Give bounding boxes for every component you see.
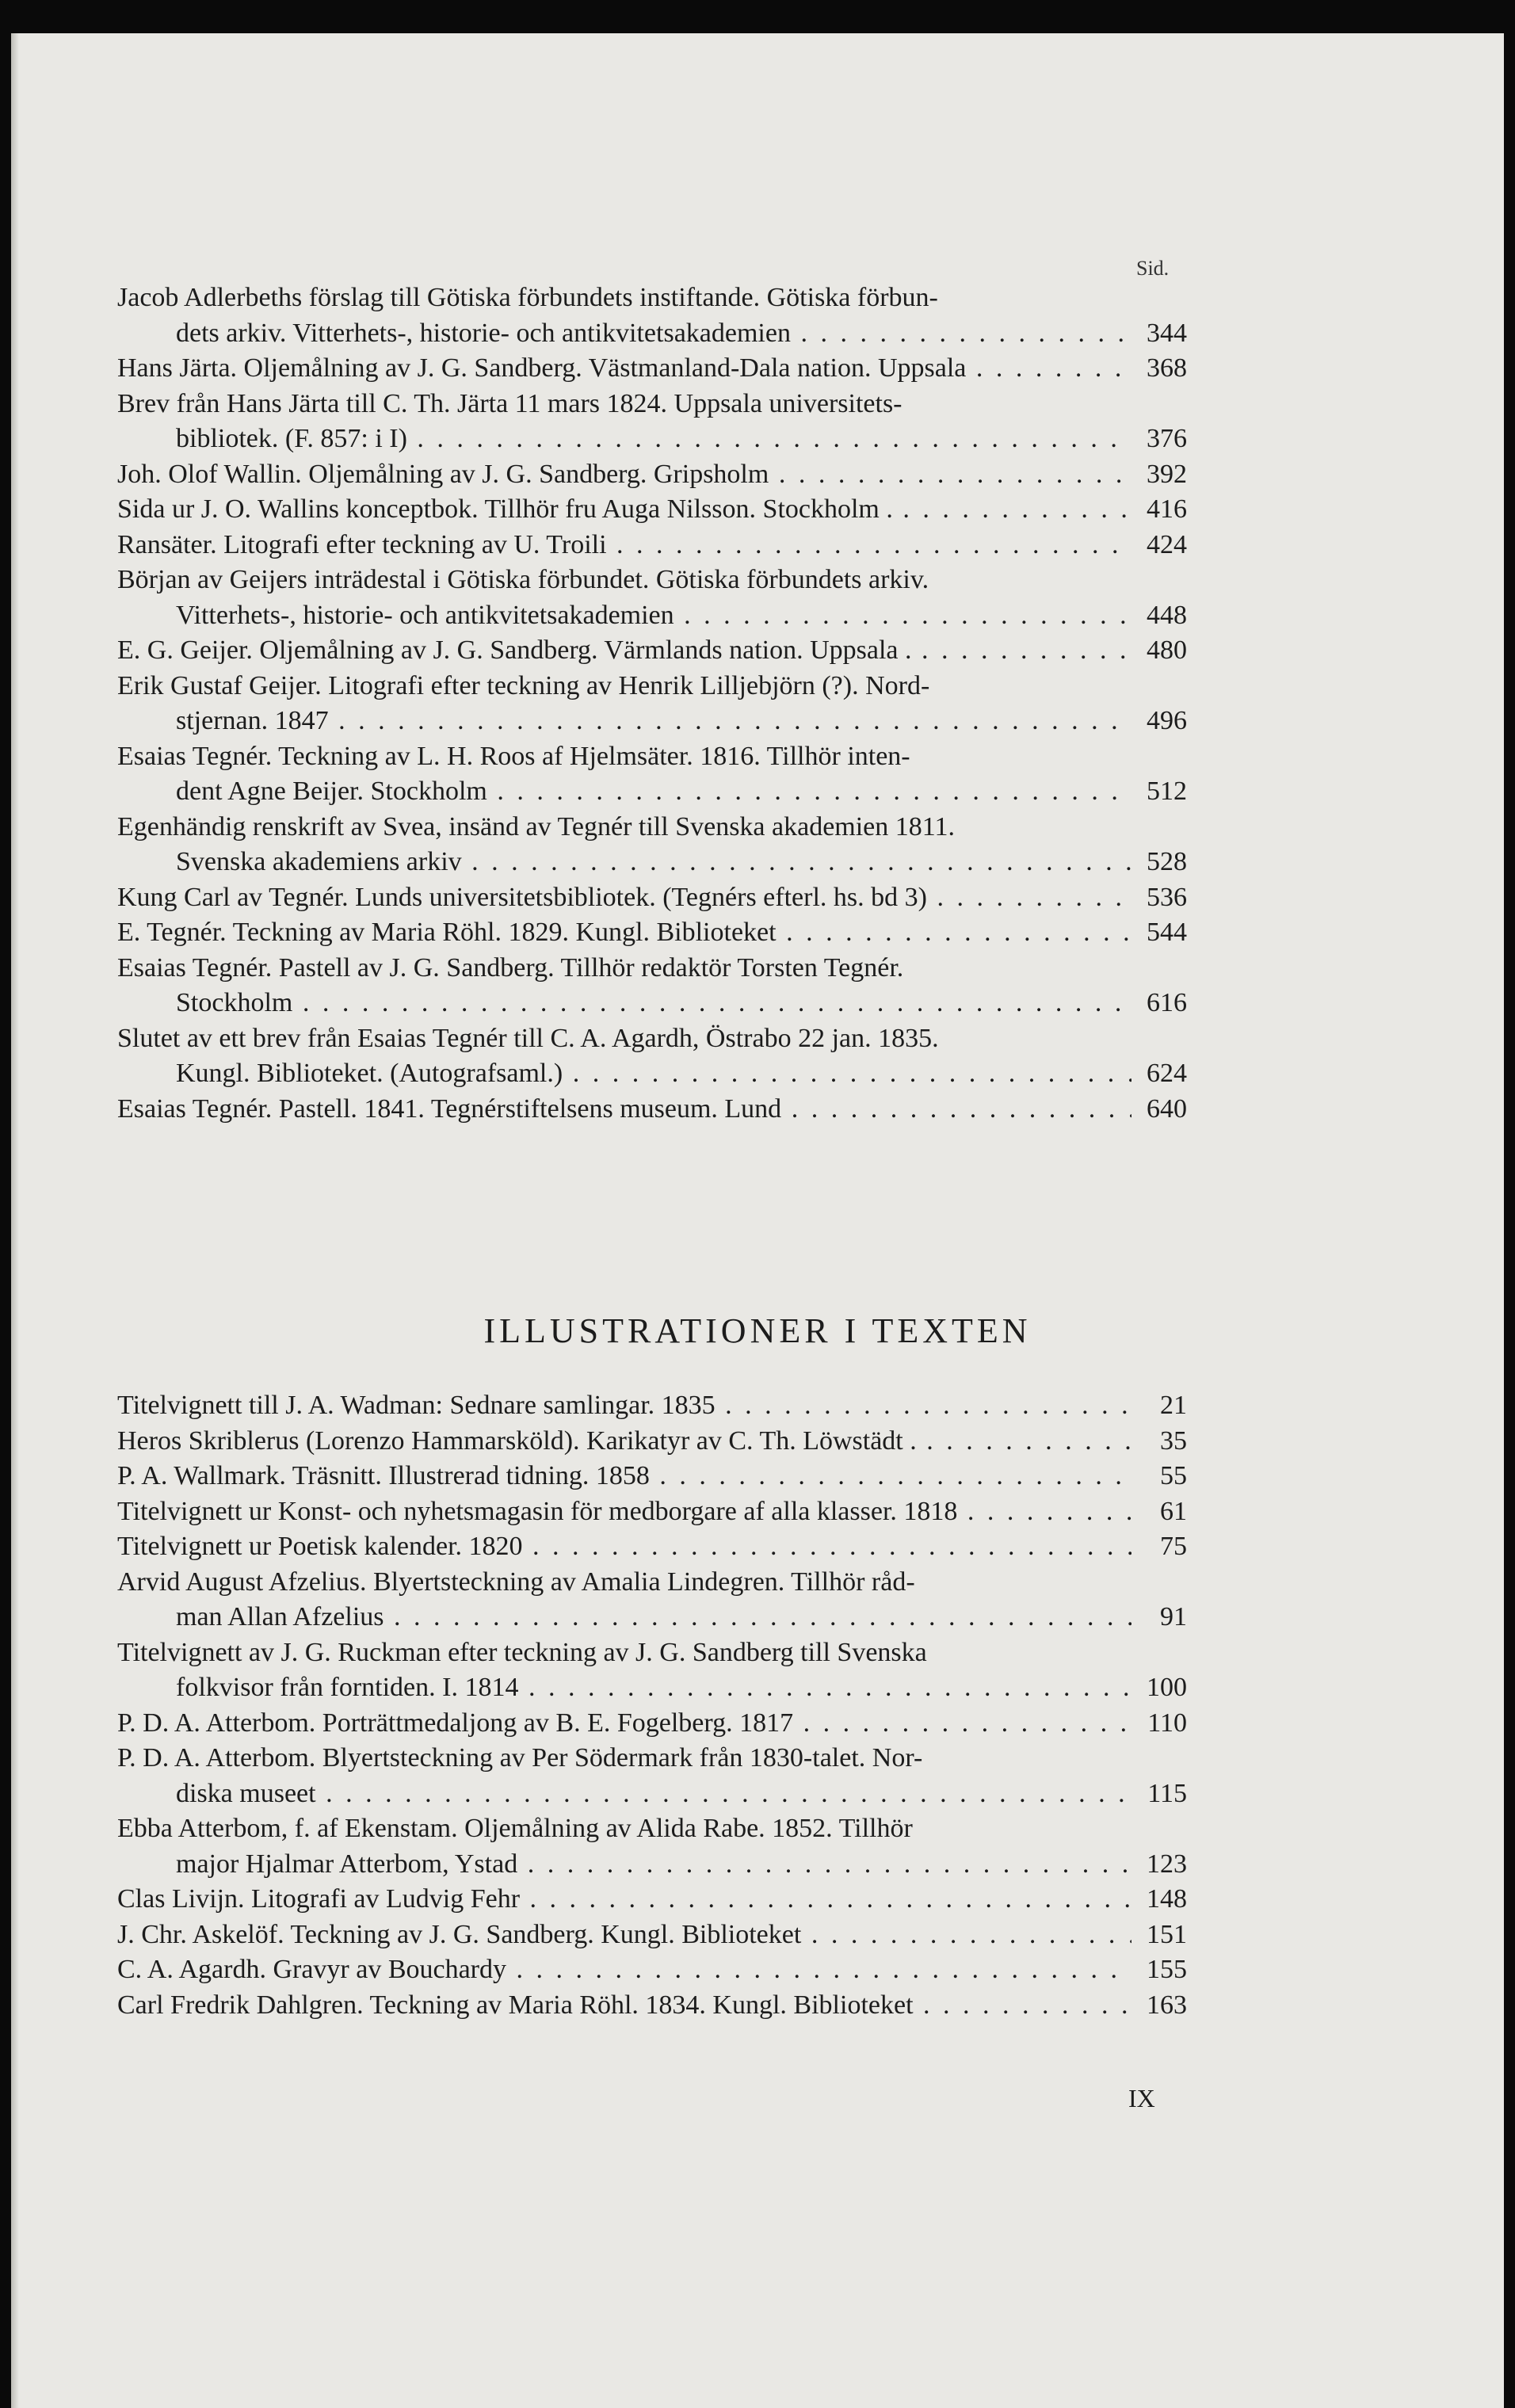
page-number-folio: IX [1128,2084,1155,2112]
toc-entry-page: 528 [1147,847,1187,876]
toc-entry-page: 424 [1147,529,1187,559]
toc-entry-page: 480 [1147,635,1187,665]
toc-entry-text: stjernan. 1847 . . . [117,704,1131,739]
toc-entry-page: 75 [1160,1532,1187,1561]
toc-entry-text: Ransäter. Litografi efter teckning av U. Troili . . . [117,528,1131,563]
toc-entry-page: 155 [1147,1955,1187,1984]
toc-entry-page: 544 [1147,918,1187,947]
toc-entry-page: 100 [1147,1673,1187,1702]
toc-entry [117,880,1187,916]
toc-entry-text: Kung Carl av Tegnér. Lunds universitetsbibliotek. (Tegnérs efterl. hs. bd 3) . . . [117,880,1131,916]
toc-entry-text: Titelvignett ur Konst- och nyhetsmagasin för medborgare af alla klasser. 1818 . . . [117,1494,1131,1530]
toc-entry [117,492,1187,528]
toc-entry-text: Sida ur J. O. Wallins konceptbok. Tillhör fru Auga Nilsson. Stockholm . . . . [117,492,1131,528]
toc-entry [117,1092,1187,1128]
toc-entry-text: Arvid August Afzelius. Blyertsteckning av Amalia Lindegren. Tillhör råd- [117,1567,915,1597]
toc-entry [117,1706,1187,1742]
toc-entry [117,280,1187,351]
toc-entry-text: E. G. Geijer. Oljemålning av J. G. Sandberg. Värmlands nation. Uppsala . . . . [117,633,1131,669]
toc-entry-text: Ebba Atterbom, f. af Ekenstam. Oljemålning av Alida Rabe. 1852. Tillhör [117,1814,913,1843]
toc-entry-text: J. Chr. Askelöf. Teckning av J. G. Sandberg. Kungl. Biblioteket . . . [117,1918,1131,1953]
toc-entry-text: P. A. Wallmark. Träsnitt. Illustrerad tidning. 1858 . . . [117,1459,1131,1494]
toc-entry-text: dent Agne Beijer. Stockholm . . . [117,774,1131,810]
toc-entry-text: Brev från Hans Järta till C. Th. Järta 11 mars 1824. Uppsala universitets- [117,388,903,418]
toc-entry-text: Esaias Tegnér. Pastell. 1841. Tegnérstiftelsens museum. Lund . . . [117,1092,1131,1128]
toc-entry-text: Stockholm . . . [117,986,1131,1021]
toc-entry-page: 91 [1160,1602,1187,1631]
toc-entry-text: Erik Gustaf Geijer. Litografi efter teckning av Henrik Lilljebjörn (?). Nord- [117,670,930,700]
toc-entry [117,1952,1187,1988]
toc-entry-text: Clas Livijn. Litografi av Ludvig Fehr . . . [117,1882,1131,1918]
toc-entry-page: 151 [1147,1919,1187,1949]
toc-entry-text: Egenhändig renskrift av Svea, insänd av Tegnér till Svenska akademien 1811. [117,811,956,841]
toc-entry-text: Heros Skriblerus (Lorenzo Hammarsköld). Karikatyr av C. Th. Löwstädt . . . . [117,1424,1131,1460]
toc-entry-text: man Allan Afzelius . . . [117,1600,1131,1635]
toc-entry-page: 148 [1147,1884,1187,1914]
toc-entry-page: 376 [1147,424,1187,453]
section-heading: ILLUSTRATIONER I TEXTEN [483,1311,1032,1350]
toc-entry-page: 392 [1147,459,1187,489]
toc-entry-text: Svenska akademiens arkiv . . . [117,845,1131,880]
toc-entry-text: P. D. A. Atterbom. Porträttmedaljong av B. E. Fogelberg. 1817 . . . [117,1706,1131,1742]
toc-entry-page: 61 [1160,1496,1187,1526]
toc-entry-text: Titelvignett av J. G. Ruckman efter teckning av J. G. Sandberg till Svenska [117,1637,927,1667]
toc-entry-page: 512 [1147,777,1187,806]
toc-entry [117,387,1187,457]
toc-entry-page: 35 [1160,1425,1187,1456]
toc-entry-text: C. A. Agardh. Gravyr av Bouchardy . . . [117,1952,1131,1988]
page-edge-shadow [11,33,19,2408]
toc-entry [117,1988,1187,2024]
toc-entry [117,1494,1187,1530]
plate-list [117,280,1187,1127]
toc-entry-text: Vitterhets-, historie- och antikvitetsakademien . . . [117,598,1131,634]
toc-entry [117,1459,1187,1494]
toc-entry-text: Kungl. Biblioteket. (Autografsaml.) . . . [117,1056,1131,1092]
toc-entry [117,351,1187,387]
toc-entry-text: diska museet . . . [117,1776,1131,1812]
toc-entry-text: Esaias Tegnér. Pastell av J. G. Sandberg. Tillhör redaktör Torsten Tegnér. [117,952,904,983]
toc-entry [117,1529,1187,1565]
toc-entry-text: Esaias Tegnér. Teckning av L. H. Roos af Hjelmsäter. 1816. Tillhör inten- [117,741,910,771]
toc-entry [117,633,1187,669]
toc-entry-text: Hans Järta. Oljemålning av J. G. Sandberg. Västmanland-Dala nation. Uppsala . . . [117,351,1131,387]
toc-entry [117,1741,1187,1811]
toc-entry [117,1021,1187,1092]
toc-entry [117,1811,1187,1882]
toc-entry-page: 21 [1160,1391,1187,1420]
toc-entry-page: 496 [1147,706,1187,735]
toc-entry-page: 616 [1147,988,1187,1017]
toc-entry [117,1882,1187,1918]
toc-entry-page: 163 [1147,1990,1187,2020]
toc-entry-page: 123 [1147,1849,1187,1879]
toc-entry [117,563,1187,633]
toc-entry-page: 536 [1147,882,1187,912]
toc-entry-text: Joh. Olof Wallin. Oljemålning av J. G. Sandberg. Gripsholm . . . [117,457,1131,493]
toc-entry [117,951,1187,1021]
toc-entry [117,528,1187,563]
toc-entry [117,1635,1187,1706]
illustration-list [117,1388,1187,2023]
page-column-label: Sid. [1136,257,1170,280]
toc-entry [117,739,1187,810]
book-page [11,33,1504,2408]
toc-entry [117,1424,1187,1460]
toc-entry-page: 368 [1147,353,1187,383]
toc-entry-text: dets arkiv. Vitterhets-, historie- och antikvitetsakademien . . . [117,316,1131,352]
toc-entry-text: Carl Fredrik Dahlgren. Teckning av Maria Röhl. 1834. Kungl. Biblioteket . . . [117,1988,1131,2024]
toc-entry-text: folkvisor från forntiden. I. 1814 . . . [117,1670,1131,1706]
toc-entry-text: E. Tegnér. Teckning av Maria Röhl. 1829. Kungl. Biblioteket . . . [117,915,1131,951]
toc-entry-page: 640 [1147,1093,1187,1124]
toc-entry-page: 624 [1147,1059,1187,1088]
toc-entry [117,1388,1187,1424]
toc-entry [117,1565,1187,1635]
toc-entry-text: Titelvignett ur Poetisk kalender. 1820 . . . [117,1529,1131,1565]
toc-entry-page: 416 [1147,494,1187,524]
toc-entry-text: P. D. A. Atterbom. Blyertsteckning av Per Södermark från 1830-talet. Nor- [117,1743,923,1773]
toc-entry-page: 110 [1147,1708,1187,1738]
toc-entry [117,915,1187,951]
toc-entry-page: 55 [1160,1461,1187,1490]
toc-entry [117,1918,1187,1953]
toc-entry-text: Jacob Adlerbeths förslag till Götiska förbundets instiftande. Götiska förbun- [117,283,938,312]
toc-entry-text: bibliotek. (F. 857: i I) . . . [117,422,1131,457]
toc-entry-page: 115 [1147,1778,1187,1808]
toc-entry [117,669,1187,739]
toc-entry-text: Titelvignett till J. A. Wadman: Sednare samlingar. 1835 . . . [117,1388,1131,1424]
toc-entry-text: major Hjalmar Atterbom, Ystad . . . [117,1847,1131,1883]
toc-entry-text: Början av Geijers inträdestal i Götiska förbundet. Götiska förbundets arkiv. [117,565,929,594]
toc-entry [117,810,1187,880]
toc-entry-page: 344 [1147,318,1187,348]
toc-entry [117,457,1187,493]
toc-entry-text: Slutet av ett brev från Esaias Tegnér till C. A. Agardh, Östrabo 22 jan. 1835. [117,1023,939,1053]
toc-entry-page: 448 [1147,600,1187,630]
